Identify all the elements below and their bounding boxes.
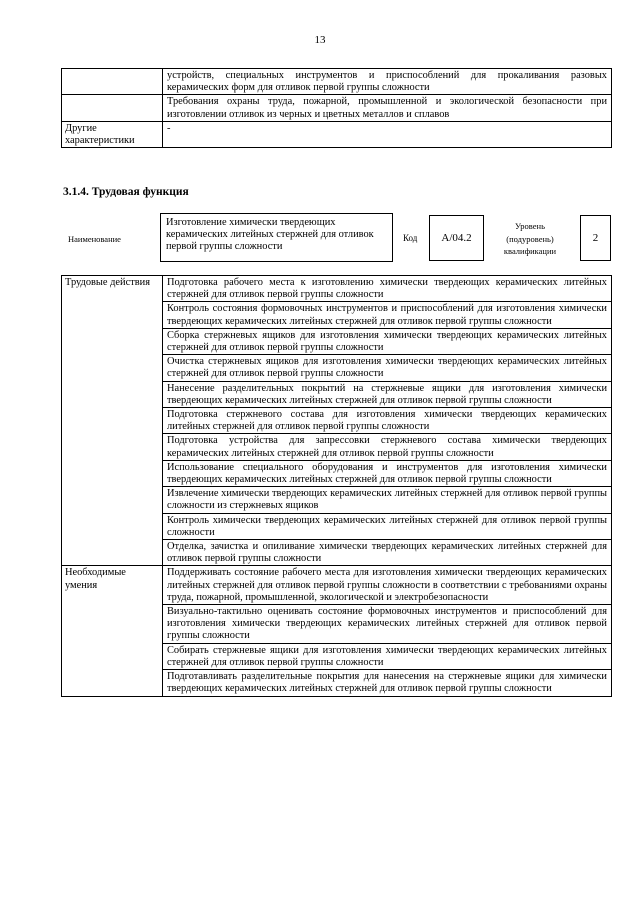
labor-action-item: Отделка, зачистка и опиливание химически твердеющих керамических литейных стержней для отливок первой группы сложности <box>163 540 612 566</box>
labor-action-item: Использование специального оборудования и инструментов для изготовления химически твердеющих керамических литейных стержней для отливок первой группы сложности <box>163 460 612 486</box>
labor-action-item: Нанесение разделительных покрытий на стержневые ящики для изготовления химически твердеющих керамических литейных стержней для отливок первой группы сложности <box>163 381 612 407</box>
table-row <box>62 95 612 121</box>
function-table <box>61 275 612 697</box>
labor-action-item: Контроль химически твердеющих керамических литейных стержней для отливок первой группы сложности <box>163 513 612 539</box>
function-name-box: Изготовление химически твердеющих керамических литейных стержней для отливок первой группы сложности <box>160 213 393 262</box>
row-label: Другие характеристики <box>62 121 163 147</box>
level-label: Уровень (подуровень) квалификации <box>503 221 557 256</box>
row-text: Требования охраны труда, пожарной, промышленной и экологической безопасности при изготовлении отливок из черных и цветных металлов и сплавов <box>163 95 612 121</box>
code-label: Код <box>403 233 418 243</box>
table-row <box>62 276 612 302</box>
table-row <box>62 566 612 605</box>
labor-action-item: Очистка стержневых ящиков для изготовления химически твердеющих керамических литейных стержней для отливок первой группы сложности <box>163 355 612 381</box>
row-label <box>62 95 163 121</box>
table-row <box>62 121 612 147</box>
page-number: 13 <box>314 34 326 46</box>
skill-item: Собирать стержневые ящики для изготовления химически твердеющих керамических литейных стержней для отливок первой группы сложности <box>163 643 612 669</box>
name-label: Наименование <box>68 234 121 244</box>
continuation-table <box>61 68 612 148</box>
labor-action-item: Подготовка стержневого состава для изготовления химически твердеющих керамических литейных стержней для отливок первой группы сложности <box>163 408 612 434</box>
labor-action-item: Извлечение химически твердеющих керамических литейных стержней для отливок первой группы сложности из стержневых ящиков <box>163 487 612 513</box>
labor-action-item: Подготовка устройства для запрессовки стержневого состава химически твердеющих керамических литейных стержней для отливок первой группы сложности <box>163 434 612 460</box>
section-heading: 3.1.4. Трудовая функция <box>63 186 189 198</box>
skill-item: Подготавливать разделительные покрытия для нанесения на стержневые ящики для химически твердеющих керамических литейных стержней для отливок первой группы сложности <box>163 670 612 696</box>
row-text: устройств, специальных инструментов и приспособлений для прокаливания разовых керамических форм для отливок первой группы сложности <box>163 69 612 95</box>
labor-action-item: Подготовка рабочего места к изготовлению химически твердеющих керамических литейных стержней для отливок первой группы сложности <box>163 276 612 302</box>
level-box: 2 <box>580 215 611 261</box>
row-label <box>62 69 163 95</box>
code-box: А/04.2 <box>429 215 484 261</box>
labor-action-item: Контроль состояния формовочных инструментов и приспособлений для изготовления химически твердеющих керамических литейных стержней для отливок первой группы сложности <box>163 302 612 328</box>
labor-action-group-label: Трудовые действия <box>62 276 163 566</box>
skill-group-label: Необходимые умения <box>62 566 163 696</box>
table-row <box>62 69 612 95</box>
skill-item: Поддерживать состояние рабочего места для изготовления химически твердеющих керамических литейных стержней для отливок первой группы сложности в соответствии с требованиями охраны труда, пожарной, промышленной, экологической и электробезопасности <box>163 566 612 605</box>
skill-item: Визуально-тактильно оценивать состояние формовочных инструментов и приспособлений для изготовления химически твердеющих керамических литейных стержней для отливок первой группы сложности <box>163 605 612 644</box>
labor-action-item: Сборка стержневых ящиков для изготовления химически твердеющих керамических литейных стержней для отливок первой группы сложности <box>163 328 612 354</box>
row-text: - <box>163 121 612 147</box>
